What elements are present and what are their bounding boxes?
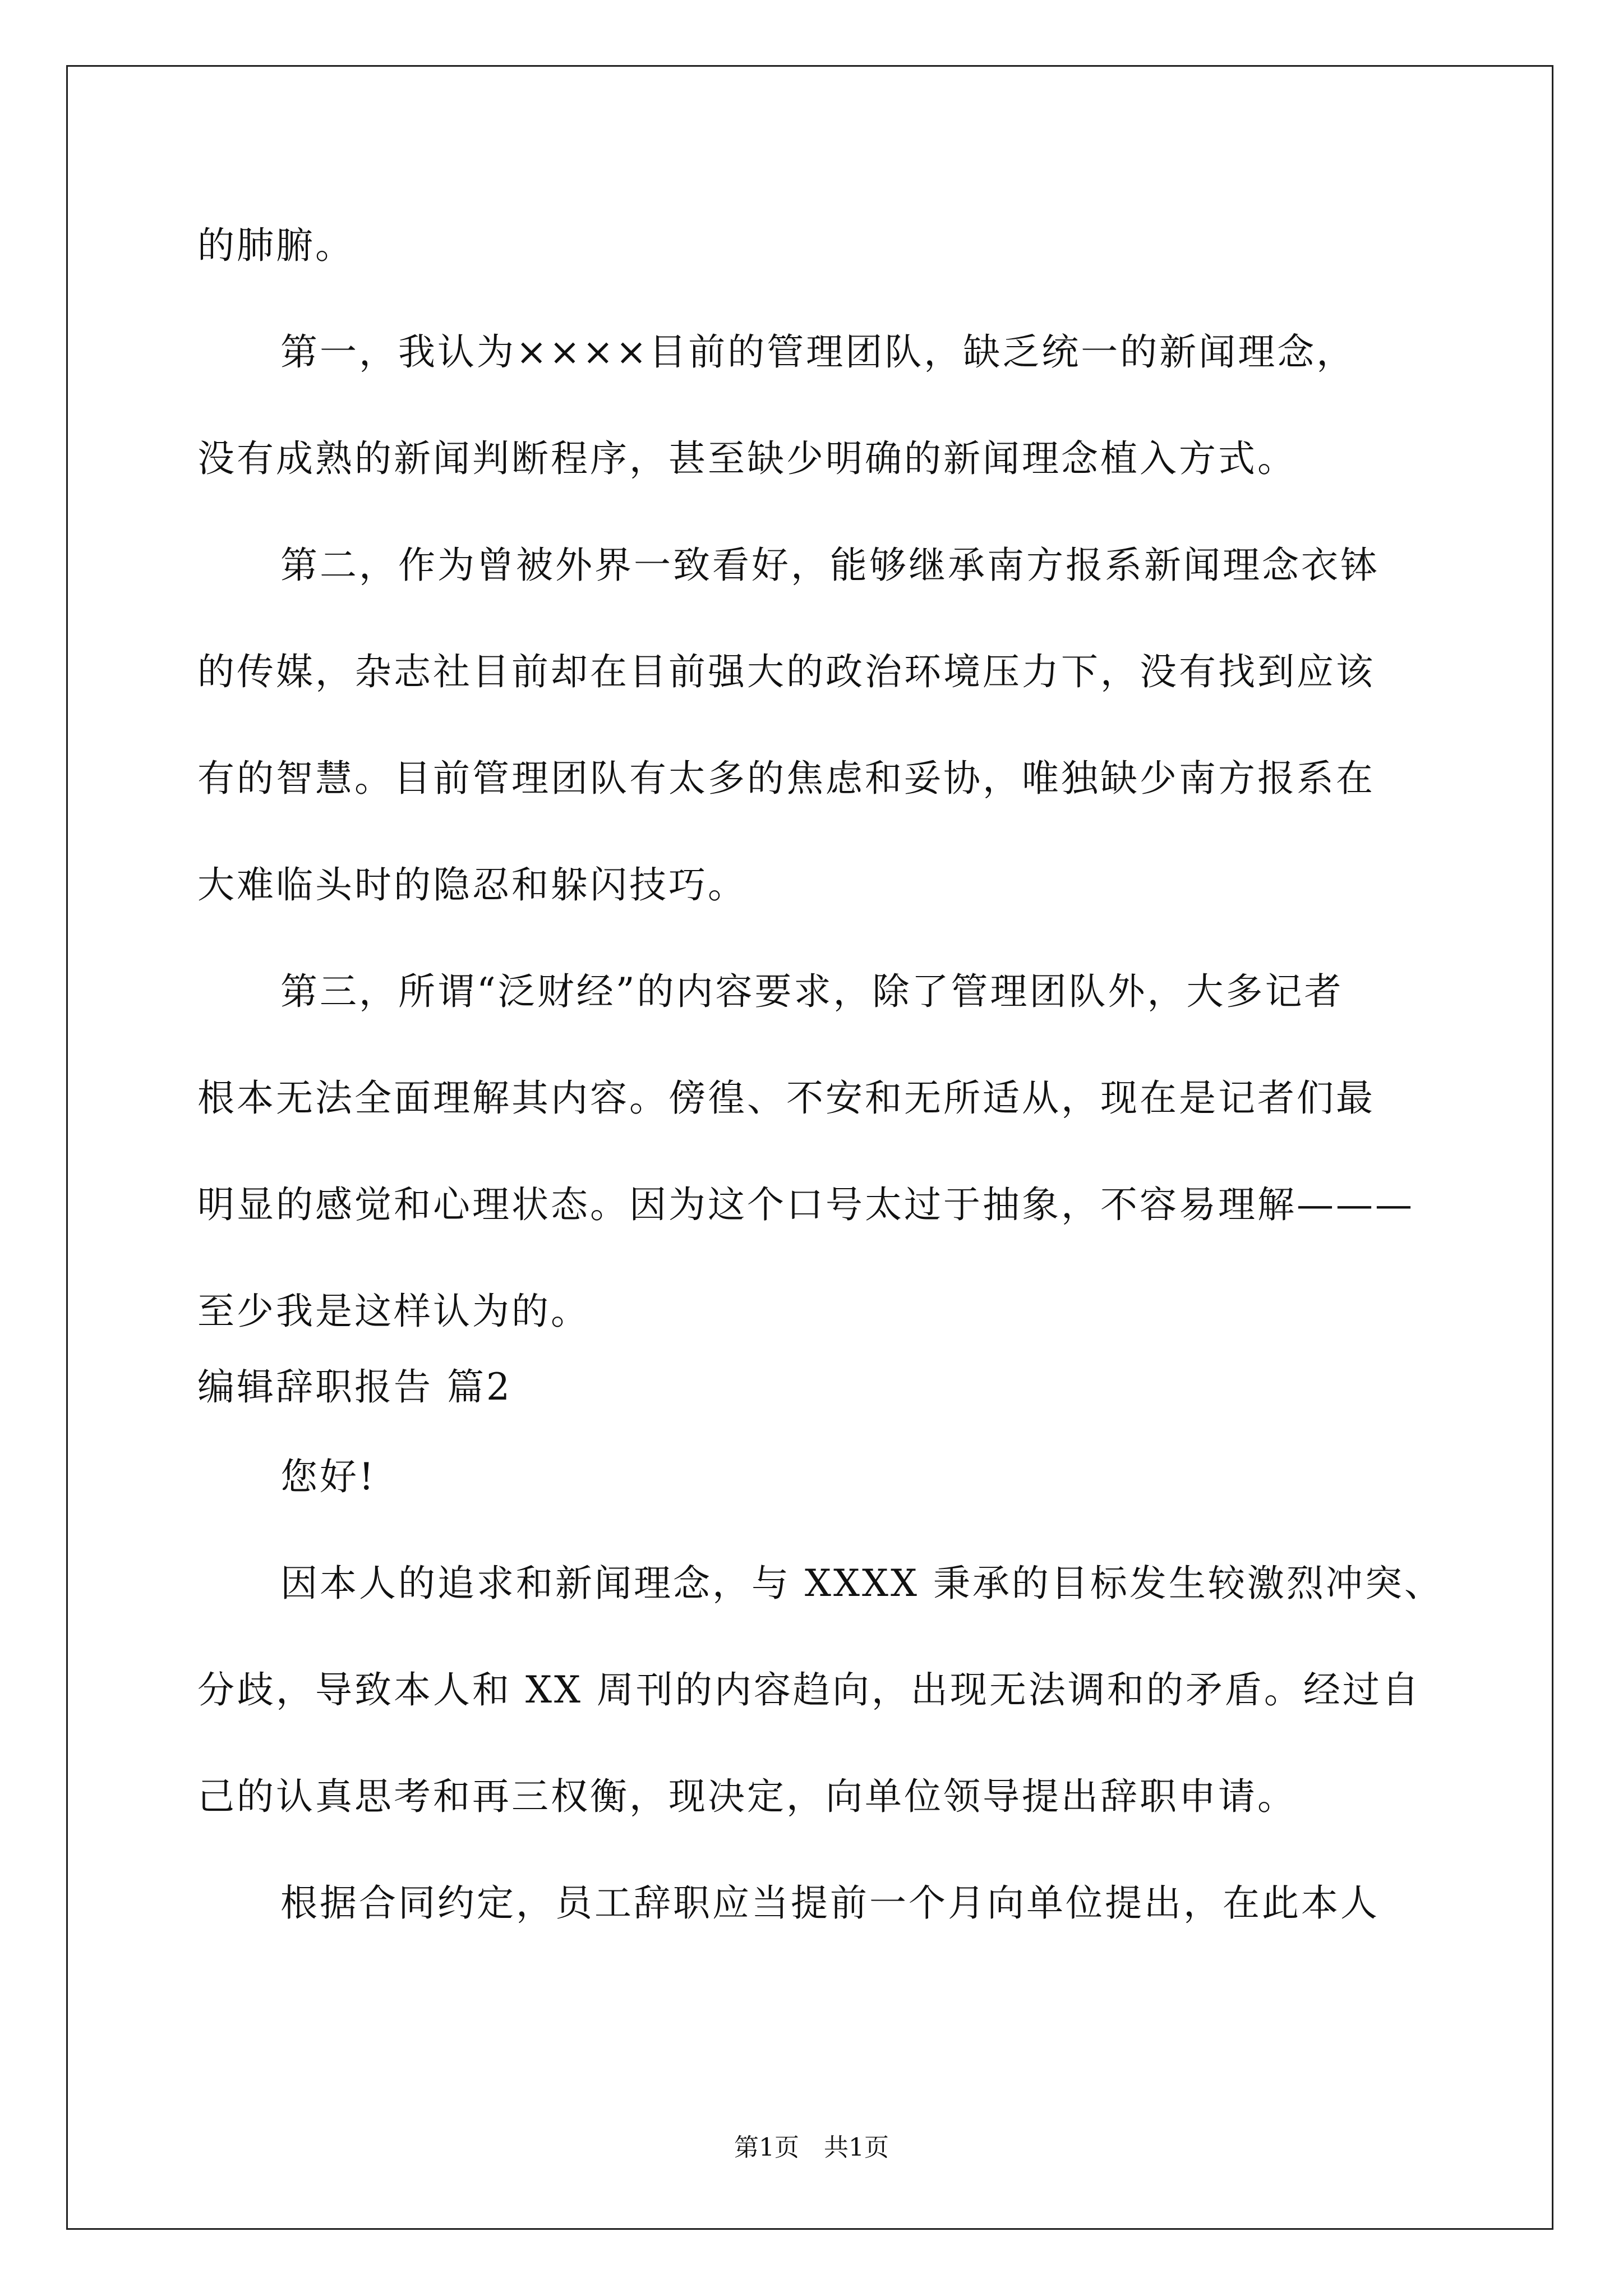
body-line: 的肺腑。 (197, 224, 354, 267)
body-line: 己的认真思考和再三权衡，现决定，向单位领导提出辞职申请。 (197, 1775, 1297, 1818)
body-line: 没有成熟的新闻判断程序，甚至缺少明确的新闻理念植入方式。 (197, 437, 1297, 480)
body-line: 大难临头时的隐忍和躲闪技巧。 (197, 863, 747, 907)
body-line: 明显的感觉和心理状态。因为这个口号太过于抽象，不容易理解——— (197, 1183, 1414, 1226)
body-line: 至少我是这样认为的。 (197, 1290, 590, 1333)
body-line: 的传媒，杂志社目前却在目前强大的政治环境压力下，没有找到应该 (197, 650, 1375, 693)
body-line: 分歧，导致本人和 XX 周刊的内容趋向，出现无法调和的矛盾。经过自 (197, 1668, 1421, 1711)
paragraph-first-line: 第二，作为曾被外界一致看好，能够继承南方报系新闻理念衣钵 (280, 544, 1380, 587)
paragraph-first-line: 因本人的追求和新闻理念，与 XXXX 秉承的目标发生较激烈冲突、 (280, 1562, 1444, 1605)
salutation: 您好! (280, 1455, 376, 1498)
page-footer: 第1页 共1页 (734, 2133, 889, 2162)
paragraph-first-line: 第三，所谓“泛财经”的内容要求，除了管理团队外，大多记者 (280, 970, 1344, 1013)
section-heading: 编辑辞职报告 篇2 (197, 1365, 512, 1409)
paragraph-first-line: 根据合同约定，员工辞职应当提前一个月向单位提出，在此本人 (280, 1881, 1380, 1925)
body-line: 有的智慧。目前管理团队有太多的焦虑和妥协，唯独缺少南方报系在 (197, 757, 1375, 800)
paragraph-first-line: 第一，我认为××××目前的管理团队，缺乏统一的新闻理念， (280, 330, 1356, 374)
body-line: 根本无法全面理解其内容。傍徨、不安和无所适从，现在是记者们最 (197, 1076, 1375, 1120)
